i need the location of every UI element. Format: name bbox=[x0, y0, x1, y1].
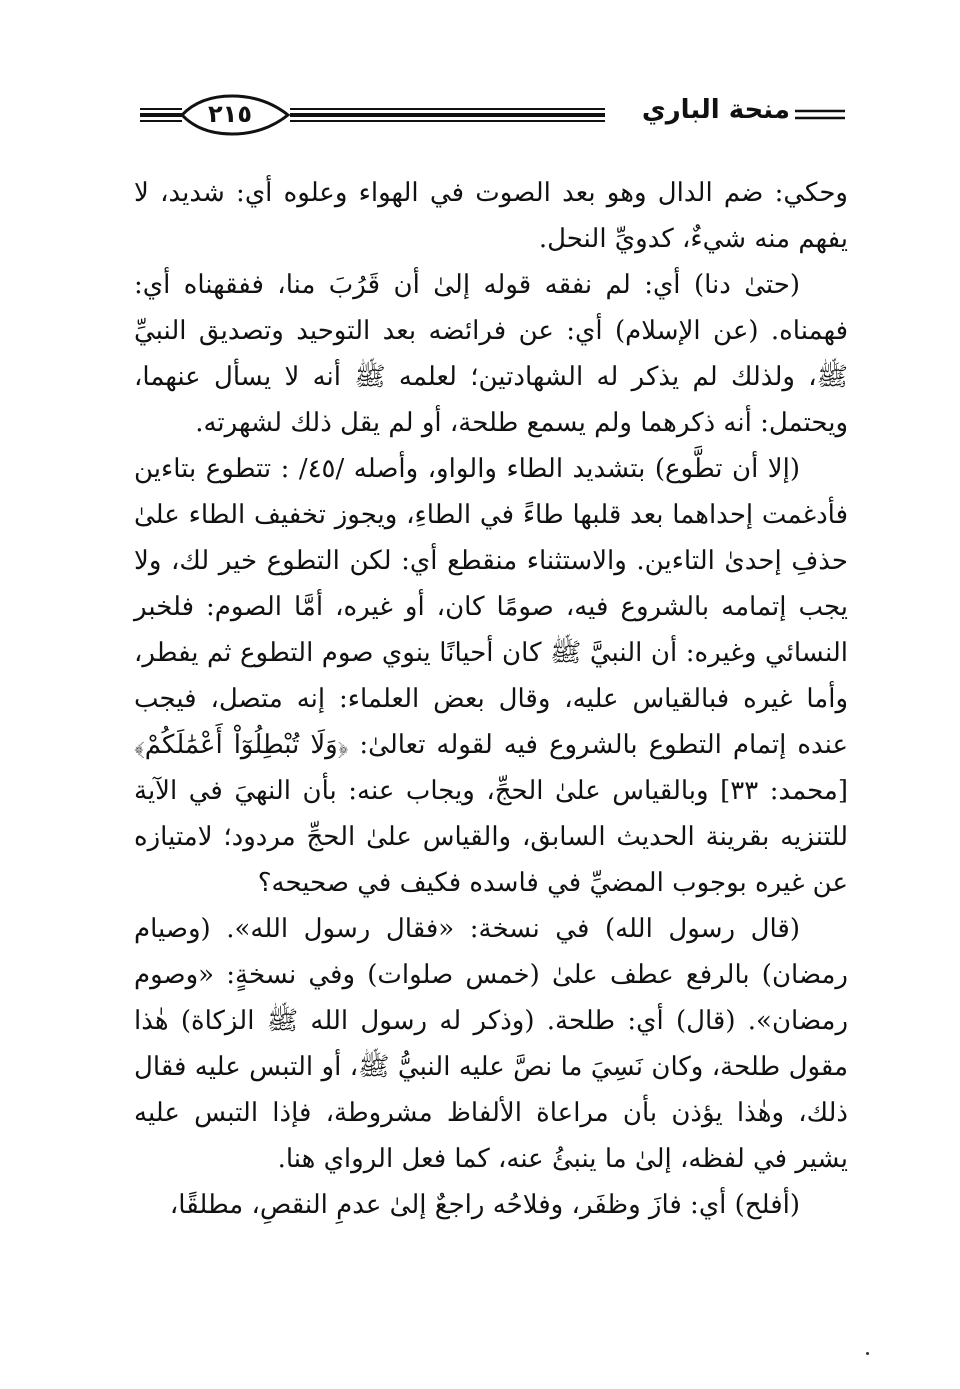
paragraph: (إلا أن تطَّوع) بتشديد الطاء والواو، وأصله /٤٥/ : تتطوع بتاءين فأدغمت إحداهما بعد قلبها طاءً في الطاءِ، ويجوز تخفيف الطاء علىٰ حذفِ إحدىٰ التاءين. والاستثناء منقطع أي: لكن التطوع خير لك، ولا يجب إتمامه بالشروع فيه، صومًا كان، أو غيره، أمَّا الصوم: فلخبر النسائي وغيره: أن النبيَّ ﷺ كان أحيانًا ينوي صوم التطوع ثم يفطر، وأما غيره فبالقياس عليه، وقال بعض العلماء: إنه متصل، فيجب عنده إتمام التطوع بالشروع فيه لقوله تعالىٰ: ﴿وَلَا تُبْطِلُوٓاْ أَعْمَٰلَكُمْ﴾ [محمد: ٣٣] وبالقياس علىٰ الحجِّ، ويجاب عنه: بأن النهيَ في الآية للتنزيه بقرينة الحديث السابق، والقياس علىٰ الحجِّ مردود؛ لامتيازه عن غيره بوجوب المضيِّ في فاسده فكيف في صحيحه؟ bbox=[134, 454, 848, 898]
paragraph: (حتىٰ دنا) أي: لم نفقه قوله إلىٰ أن قَرُبَ منا، ففقهناه أي: فهمناه. (عن الإسلام) أي: عن فرائضه بعد التوحيد وتصديق النبيِّ ﷺ، ولذلك لم يذكر له الشهادتين؛ لعلمه ﷺ أنه لا يسأل عنهما، ويحتمل: أنه ذكرهما ولم يسمع طلحة، أو لم يقل ذلك لشهرته. bbox=[134, 270, 848, 438]
paragraph: (أفلح) أي: فازَ وظفَر، وفلاحُه راجعٌ إلىٰ عدمِ النقصِ، مطلقًا، bbox=[169, 1190, 800, 1220]
page-number: ٢١٥ bbox=[208, 100, 252, 128]
paragraph: وحكي: ضم الدال وهو بعد الصوت في الهواء وعلوه أي: شديد، لا يفهم منه شيءٌ، كدويِّ النحل. bbox=[134, 178, 848, 254]
page-header bbox=[140, 92, 845, 142]
body-text bbox=[134, 170, 848, 1228]
scan-speck bbox=[866, 1352, 869, 1355]
book-title: منحة الباري bbox=[641, 95, 790, 125]
paragraph: (قال رسول الله) في نسخة: «فقال رسول الله». (وصيام رمضان) بالرفع عطف علىٰ (خمس صلوات) وفي نسخةٍ: «وصوم رمضان». (قال) أي: طلحة. (وذكر له رسول الله ﷺ الزكاة) هٰذا مقول طلحة، وكان نَسِيَ ما نصَّ عليه النبيُّ ﷺ، أو التبس عليه فقال ذلك، وهٰذا يؤذن بأن مراعاة الألفاظ مشروطة، فإذا التبس عليه يشير في لفظه، إلىٰ ما ينبئُ عنه، كما فعل الرواي هنا. bbox=[134, 914, 848, 1174]
